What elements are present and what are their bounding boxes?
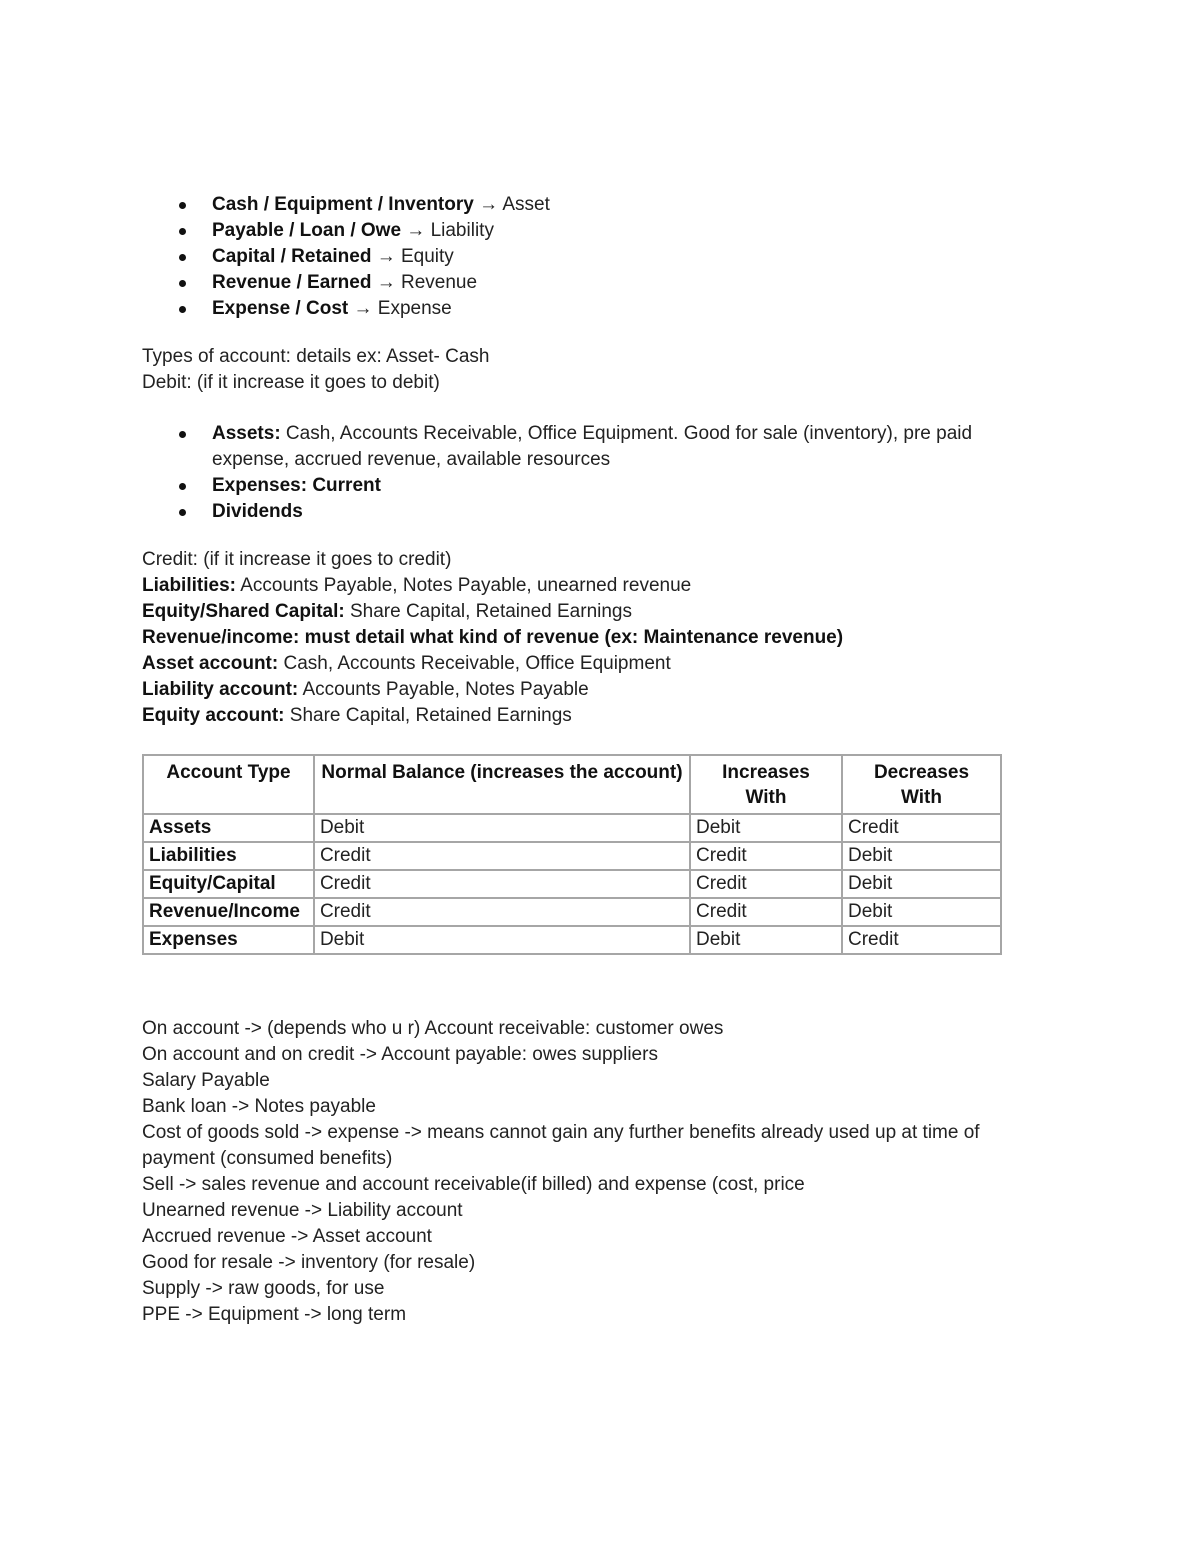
table-cell: Debit (314, 926, 690, 954)
table-row (143, 926, 1001, 954)
table-cell: Assets (143, 814, 314, 842)
account-type-table (142, 754, 1002, 955)
note-line: Accrued revenue -> Asset account (142, 1226, 432, 1247)
debit-line: Debit: (if it increase it goes to debit) (142, 372, 440, 393)
table-cell: Credit (314, 870, 690, 898)
credit-detail: Liability account: Accounts Payable, Notes Payable (142, 679, 589, 700)
credit-detail: Equity/Shared Capital: Share Capital, Retained Earnings (142, 601, 632, 622)
note-line: Sell -> sales revenue and account receivable(if billed) and expense (cost, price (142, 1174, 805, 1195)
types-line: Types of account: details ex: Asset- Cash (142, 346, 490, 367)
column-header: Normal Balance (increases the account) (314, 755, 690, 814)
table-row (143, 898, 1001, 926)
table-cell: Debit (314, 814, 690, 842)
table-cell: Expenses (143, 926, 314, 954)
note-line: Good for resale -> inventory (for resale) (142, 1252, 476, 1273)
credit-detail: Asset account: Cash, Accounts Receivable, Office Equipment (142, 653, 671, 674)
table-cell: Credit (690, 842, 842, 870)
table-cell: Revenue/Income (143, 898, 314, 926)
table-cell: Credit (690, 870, 842, 898)
note-line: Bank loan -> Notes payable (142, 1096, 376, 1117)
table-header-row (143, 755, 1001, 814)
note-line: PPE -> Equipment -> long term (142, 1304, 407, 1325)
column-header: Account Type (143, 755, 314, 814)
note-line: Unearned revenue -> Liability account (142, 1200, 463, 1221)
table-cell: Debit (690, 926, 842, 954)
notes-section (142, 1016, 1022, 1328)
list-item: Dividends (212, 499, 1012, 525)
table-cell: Debit (842, 870, 1001, 898)
note-line: Salary Payable (142, 1070, 270, 1091)
list-item: Revenue / Earned → Revenue (212, 270, 1012, 296)
note-line: On account and on credit -> Account payable: owes suppliers (142, 1044, 658, 1065)
credit-line: Credit: (if it increase it goes to credit) (142, 549, 452, 570)
list-item: Assets: Cash, Accounts Receivable, Office Equipment. Good for sale (inventory), pre paid expense, accrued revenue, available resources (212, 421, 1012, 473)
column-header: Increases With (690, 755, 842, 814)
types-section (142, 344, 1042, 396)
table-cell: Credit (690, 898, 842, 926)
table-row (143, 870, 1001, 898)
credit-section (142, 547, 1042, 729)
list-item: Expense / Cost → Expense (212, 296, 1012, 322)
table-cell: Debit (842, 842, 1001, 870)
list-item: Cash / Equipment / Inventory → Asset (212, 192, 1012, 218)
table-cell: Credit (314, 842, 690, 870)
account-keyword-list (212, 192, 1012, 322)
list-item: Expenses: Current (212, 473, 1012, 499)
credit-detail: Revenue/income: must detail what kind of revenue (ex: Maintenance revenue) (142, 627, 844, 648)
list-item: Capital / Retained → Equity (212, 244, 1012, 270)
note-line: Supply -> raw goods, for use (142, 1278, 385, 1299)
table-cell: Debit (690, 814, 842, 842)
table-cell: Liabilities (143, 842, 314, 870)
table-cell: Credit (842, 814, 1001, 842)
debit-account-list (212, 421, 1012, 525)
credit-detail: Equity account: Share Capital, Retained Earnings (142, 705, 572, 726)
note-line: On account -> (depends who u r) Account receivable: customer owes (142, 1018, 724, 1039)
note-line: Cost of goods sold -> expense -> means cannot gain any further benefits already used up at time of payment (consumed benefits) (142, 1122, 980, 1169)
credit-detail: Liabilities: Accounts Payable, Notes Payable, unearned revenue (142, 575, 692, 596)
column-header: Decreases With (842, 755, 1001, 814)
list-item: Payable / Loan / Owe → Liability (212, 218, 1012, 244)
table-cell: Credit (314, 898, 690, 926)
table-row (143, 842, 1001, 870)
table-row (143, 814, 1001, 842)
table-cell: Credit (842, 926, 1001, 954)
table-cell: Debit (842, 898, 1001, 926)
table-cell: Equity/Capital (143, 870, 314, 898)
